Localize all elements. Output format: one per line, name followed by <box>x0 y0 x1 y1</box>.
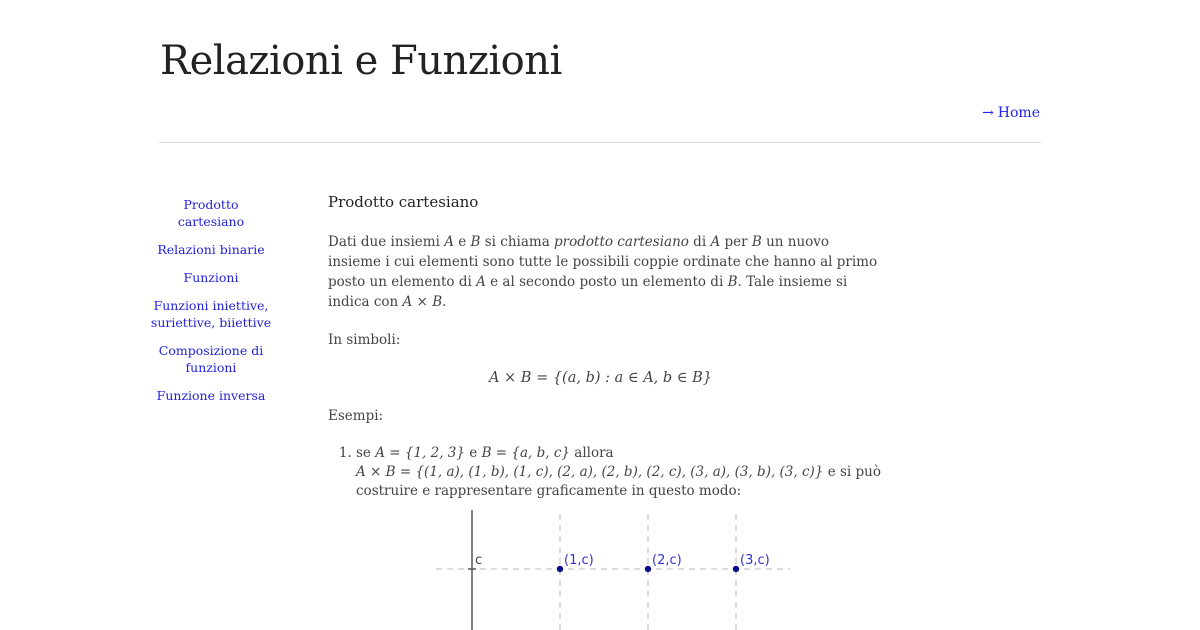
example-text: e <box>464 445 482 461</box>
cartesian-product-formula: A × B = {(a, b) : a ∈ A, b ∈ B} <box>488 370 713 386</box>
intro-text: Dati due insiemi <box>328 234 445 250</box>
defined-term: prodotto cartesiano <box>554 234 689 250</box>
intro-text: un nuovo insieme i cui elementi sono tutte le possibili coppie ordinate che hanno al primo posto un elemento di <box>328 234 878 290</box>
sidebar-item-funzioni-iniettive[interactable] <box>150 297 272 331</box>
example-text: e si può costruire e rappresentare graficamente in questo modo: <box>356 464 881 499</box>
main-content <box>328 192 888 501</box>
header-divider <box>159 142 1041 143</box>
intro-paragraph <box>328 232 878 312</box>
home-link[interactable] <box>982 104 1040 122</box>
sidebar-item-label: Composizione di funzioni <box>158 343 264 375</box>
sidebar-item-label: Prodotto cartesiano <box>177 197 245 229</box>
sidebar-item-relazioni-binarie[interactable] <box>150 241 272 258</box>
sidebar-item-composizione[interactable] <box>150 342 272 376</box>
axis-label-c: c <box>475 553 483 568</box>
point-1c <box>557 566 563 572</box>
sidebar-item-label: Funzione inversa <box>156 388 266 403</box>
intro-text: e al secondo posto un elemento di <box>485 274 728 290</box>
point-label-2c: (2,c) <box>652 553 682 568</box>
sidebar-nav <box>150 196 272 415</box>
math-symbol: B <box>470 234 481 250</box>
math-symbol: B <box>751 234 762 250</box>
point-3c <box>733 566 739 572</box>
sidebar-item-funzione-inversa[interactable] <box>150 387 272 404</box>
math-notation: A × B <box>402 294 443 310</box>
math-symbol: A <box>710 234 721 250</box>
math-set-b: B = {a, b, c} <box>481 445 570 461</box>
point-2c <box>645 566 651 572</box>
sidebar-item-label: Funzioni iniettive, suriettive, biiettive <box>150 298 272 330</box>
sidebar-item-label: Relazioni binarie <box>157 242 265 257</box>
list-item <box>356 444 888 501</box>
page-title: Relazioni e Funzioni <box>160 38 562 84</box>
math-symbol: A <box>444 234 454 250</box>
examples-label: Esempi: <box>328 408 384 424</box>
symbols-label: In simboli: <box>328 332 401 348</box>
home-link-label: Home <box>997 105 1040 121</box>
math-set-a: A = {1, 2, 3} <box>375 445 465 461</box>
intro-text: si chiama <box>480 234 555 250</box>
intro-text: per <box>720 234 752 250</box>
sidebar-item-funzioni[interactable] <box>150 269 272 286</box>
example-text: allora <box>569 445 614 461</box>
point-label-1c: (1,c) <box>564 553 594 568</box>
math-symbol: B <box>727 274 738 290</box>
section-title: Prodotto cartesiano <box>328 193 479 211</box>
sidebar-item-label: Funzioni <box>183 270 239 285</box>
point-label-3c: (3,c) <box>740 553 770 568</box>
examples-list <box>328 444 888 501</box>
intro-text: . Tale insieme si indica con <box>328 274 848 310</box>
math-product-set: A × B = {(1, a), (1, b), (1, c), (2, a), (2, b), (2, c), (3, a), (3, b), (3, c)} <box>356 464 824 480</box>
arrow-right-icon: → <box>982 105 994 121</box>
intro-text: di <box>688 234 711 250</box>
cartesian-product-graph <box>430 508 800 630</box>
example-text: se <box>356 445 376 461</box>
intro-text: e <box>453 234 471 250</box>
math-symbol: A <box>476 274 486 290</box>
sidebar-item-prodotto-cartesiano[interactable] <box>150 196 272 230</box>
intro-text: . <box>442 294 447 310</box>
